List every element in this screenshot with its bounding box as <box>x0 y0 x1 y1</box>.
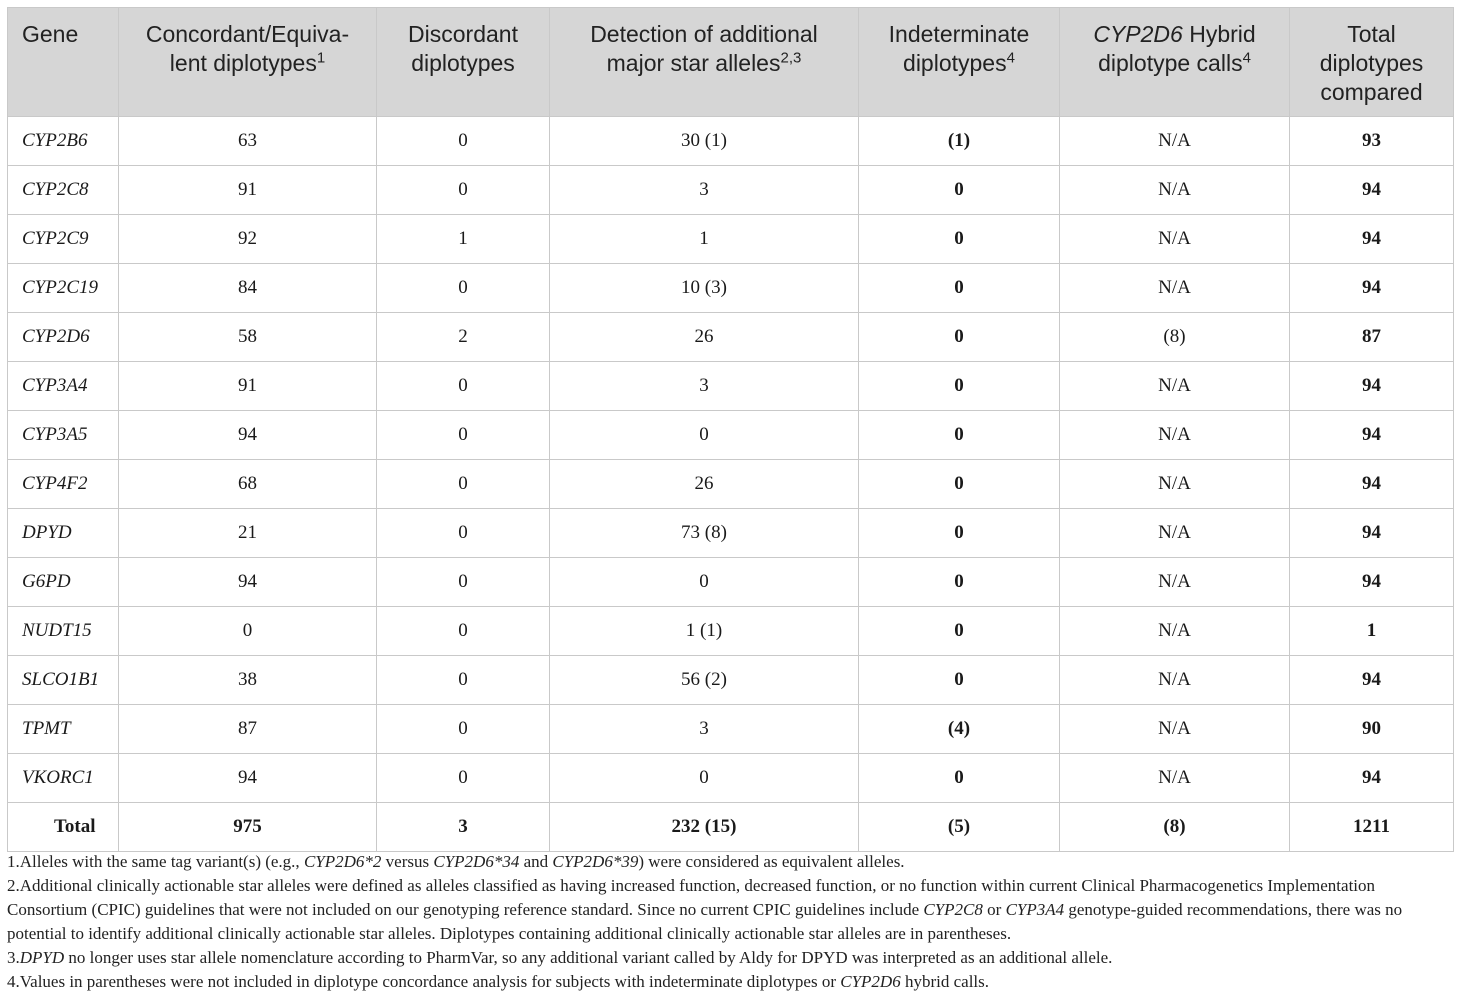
additional-cell: 1 <box>550 215 859 264</box>
header-additional-line2: major star alleles <box>606 50 781 76</box>
hybrid-cell: N/A <box>1060 754 1290 803</box>
total-cell: 1 <box>1290 607 1454 656</box>
header-concordant-line2: lent diplotypes <box>169 50 317 76</box>
gene-cell: TPMT <box>8 705 119 754</box>
footnotes <box>7 850 1453 994</box>
discordant-cell: 0 <box>377 166 550 215</box>
footnote-1-allele-34: CYP2D6*34 <box>433 852 520 871</box>
header-indeterminate-line2: diplotypes <box>903 50 1007 76</box>
header-indeterminate <box>859 8 1060 117</box>
discordant-cell: 0 <box>377 558 550 607</box>
gene-cell: CYP2B6 <box>8 117 119 166</box>
total-cell: 94 <box>1290 558 1454 607</box>
additional-cell: 0 <box>550 411 859 460</box>
header-discordant-line2: diplotypes <box>411 50 515 76</box>
total-cell: 90 <box>1290 705 1454 754</box>
concordant-cell: 87 <box>119 705 377 754</box>
concordant-cell: 84 <box>119 264 377 313</box>
total-cell: 94 <box>1290 411 1454 460</box>
hybrid-cell: N/A <box>1060 264 1290 313</box>
discordant-cell: 0 <box>377 460 550 509</box>
additional-cell: 1 (1) <box>550 607 859 656</box>
table-row <box>8 313 1454 362</box>
concordant-cell: 38 <box>119 656 377 705</box>
total-cell: 87 <box>1290 313 1454 362</box>
concordant-cell: 63 <box>119 117 377 166</box>
total-total-cell: 1211 <box>1290 803 1454 852</box>
hybrid-cell: N/A <box>1060 460 1290 509</box>
additional-cell: 26 <box>550 460 859 509</box>
footnote-3-text: 3. <box>7 948 20 967</box>
discordant-cell: 0 <box>377 362 550 411</box>
table-row <box>8 656 1454 705</box>
hybrid-cell: N/A <box>1060 362 1290 411</box>
discordant-cell: 0 <box>377 117 550 166</box>
total-indeterminate-cell: (5) <box>859 803 1060 852</box>
header-hybrid <box>1060 8 1290 117</box>
additional-cell: 26 <box>550 313 859 362</box>
concordant-cell: 68 <box>119 460 377 509</box>
hybrid-cell: N/A <box>1060 117 1290 166</box>
discordant-cell: 2 <box>377 313 550 362</box>
total-cell: 94 <box>1290 215 1454 264</box>
diplotype-concordance-table <box>7 7 1454 852</box>
indeterminate-cell: (4) <box>859 705 1060 754</box>
concordant-cell: 94 <box>119 558 377 607</box>
indeterminate-cell: 0 <box>859 362 1060 411</box>
footnote-4-text: 4.Values in parentheses were not included in diplotype concordance analysis for subjects with indeterminate diplotypes or <box>7 972 841 991</box>
footnote-2 <box>7 874 1453 946</box>
indeterminate-cell: 0 <box>859 264 1060 313</box>
footnote-1-allele-2: CYP2D6*2 <box>303 852 382 871</box>
header-hybrid-gene: CYP2D6 <box>1093 21 1183 47</box>
total-cell: 94 <box>1290 166 1454 215</box>
indeterminate-cell: 0 <box>859 460 1060 509</box>
concordant-cell: 91 <box>119 166 377 215</box>
indeterminate-cell: 0 <box>859 166 1060 215</box>
discordant-cell: 0 <box>377 411 550 460</box>
gene-cell: DPYD <box>8 509 119 558</box>
concordant-cell: 0 <box>119 607 377 656</box>
footnote-1-text: 1.Alleles with the same tag variant(s) (e.g., <box>7 852 304 871</box>
header-total-line2: diplotypes <box>1319 50 1424 76</box>
total-additional-cell: 232 (15) <box>550 803 859 852</box>
concordant-cell: 94 <box>119 411 377 460</box>
footnote-1-text: and <box>519 852 553 871</box>
total-cell: 94 <box>1290 460 1454 509</box>
gene-cell: CYP4F2 <box>8 460 119 509</box>
total-discordant-cell: 3 <box>377 803 550 852</box>
footnote-3-gene-dpyd: DPYD <box>19 948 65 967</box>
footnote-4 <box>7 970 1453 994</box>
discordant-cell: 0 <box>377 656 550 705</box>
total-label: Total <box>8 803 119 852</box>
indeterminate-cell: 0 <box>859 215 1060 264</box>
total-hybrid-cell: (8) <box>1060 803 1290 852</box>
discordant-cell: 0 <box>377 509 550 558</box>
additional-cell: 10 (3) <box>550 264 859 313</box>
footnote-3-text: no longer uses star allele nomenclature according to PharmVar, so any additional variant called by Aldy for DPYD was interpreted as an additional allele. <box>64 948 1113 967</box>
header-hybrid-line2: diplotype calls <box>1098 50 1243 76</box>
gene-cell: CYP3A5 <box>8 411 119 460</box>
gene-cell: SLCO1B1 <box>8 656 119 705</box>
indeterminate-cell: (1) <box>859 117 1060 166</box>
concordant-cell: 21 <box>119 509 377 558</box>
total-concordant-cell: 975 <box>119 803 377 852</box>
header-gene <box>8 8 119 117</box>
total-cell: 94 <box>1290 509 1454 558</box>
header-hybrid-line1: Hybrid <box>1182 21 1256 47</box>
header-discordant <box>377 8 550 117</box>
table-row <box>8 558 1454 607</box>
header-gene-label: Gene <box>22 21 79 47</box>
table-row <box>8 460 1454 509</box>
footnote-1-text: versus <box>381 852 434 871</box>
header-additional-line1: Detection of additional <box>590 21 818 47</box>
footnote-2-text: genotype-guided recommendations, there was no potential to identify additional clinically actionable star alleles. Diplotypes containing additional clinically actionable star alleles are in parentheses. <box>7 900 1403 943</box>
gene-cell: CYP2C8 <box>8 166 119 215</box>
table-body <box>8 117 1454 852</box>
header-row <box>8 8 1454 117</box>
header-total-line3: compared <box>1320 79 1423 105</box>
table-row <box>8 754 1454 803</box>
table-row <box>8 411 1454 460</box>
additional-cell: 3 <box>550 362 859 411</box>
hybrid-cell: N/A <box>1060 656 1290 705</box>
header-total <box>1290 8 1454 117</box>
gene-cell: CYP2D6 <box>8 313 119 362</box>
discordant-cell: 0 <box>377 264 550 313</box>
additional-cell: 56 (2) <box>550 656 859 705</box>
additional-cell: 0 <box>550 754 859 803</box>
discordant-cell: 1 <box>377 215 550 264</box>
table-row <box>8 215 1454 264</box>
footnote-2-gene-cyp3a4: CYP3A4 <box>1005 900 1065 919</box>
footnote-2-gene-cyp2c8: CYP2C8 <box>923 900 983 919</box>
total-cell: 94 <box>1290 264 1454 313</box>
indeterminate-cell: 0 <box>859 558 1060 607</box>
concordant-cell: 58 <box>119 313 377 362</box>
header-additional <box>550 8 859 117</box>
hybrid-cell: N/A <box>1060 411 1290 460</box>
hybrid-cell: N/A <box>1060 215 1290 264</box>
concordant-cell: 92 <box>119 215 377 264</box>
hybrid-cell: N/A <box>1060 166 1290 215</box>
hybrid-cell: N/A <box>1060 558 1290 607</box>
gene-cell: G6PD <box>8 558 119 607</box>
discordant-cell: 0 <box>377 607 550 656</box>
gene-cell: CYP2C9 <box>8 215 119 264</box>
indeterminate-cell: 0 <box>859 656 1060 705</box>
indeterminate-cell: 0 <box>859 509 1060 558</box>
gene-cell: CYP3A4 <box>8 362 119 411</box>
indeterminate-cell: 0 <box>859 607 1060 656</box>
footnote-4-gene-cyp2d6: CYP2D6 <box>840 972 901 991</box>
additional-cell: 30 (1) <box>550 117 859 166</box>
indeterminate-cell: 0 <box>859 313 1060 362</box>
additional-cell: 3 <box>550 166 859 215</box>
footnote-1-text: ) were considered as equivalent alleles. <box>638 852 905 871</box>
total-cell: 93 <box>1290 117 1454 166</box>
discordant-cell: 0 <box>377 705 550 754</box>
indeterminate-cell: 0 <box>859 754 1060 803</box>
gene-cell: NUDT15 <box>8 607 119 656</box>
concordant-cell: 91 <box>119 362 377 411</box>
footnote-ref-1: 1 <box>316 49 326 67</box>
table-row <box>8 166 1454 215</box>
total-cell: 94 <box>1290 656 1454 705</box>
header-concordant-line1: Concordant/Equiva- <box>145 21 350 47</box>
footnote-2-text: or <box>982 900 1006 919</box>
total-cell: 94 <box>1290 362 1454 411</box>
gene-cell: CYP2C19 <box>8 264 119 313</box>
additional-cell: 0 <box>550 558 859 607</box>
footnote-ref-4b: 4 <box>1242 49 1251 67</box>
header-discordant-line1: Discordant <box>408 21 518 47</box>
hybrid-cell: N/A <box>1060 705 1290 754</box>
table-row <box>8 607 1454 656</box>
hybrid-cell: (8) <box>1060 313 1290 362</box>
table-row <box>8 509 1454 558</box>
total-row <box>8 803 1454 852</box>
table-row <box>8 117 1454 166</box>
table-row <box>8 705 1454 754</box>
table-row <box>8 264 1454 313</box>
hybrid-cell: N/A <box>1060 509 1290 558</box>
footnote-2-text: 2.Additional clinically actionable star alleles were defined as alleles classified as having increased function, decreased function, or no function within current Clinical Pharmacogenetics Implementation Consortium (CPIC) guidelines that were not included on our genotyping reference standard. Since no current CPIC guidelines include <box>7 876 1376 919</box>
header-indeterminate-line1: Indeterminate <box>888 21 1030 47</box>
discordant-cell: 0 <box>377 754 550 803</box>
header-concordant <box>119 8 377 117</box>
additional-cell: 3 <box>550 705 859 754</box>
footnote-ref-4a: 4 <box>1006 49 1015 67</box>
table-header <box>8 8 1454 117</box>
footnote-1 <box>7 850 1453 874</box>
header-total-line1: Total <box>1347 21 1396 47</box>
indeterminate-cell: 0 <box>859 411 1060 460</box>
table-row <box>8 362 1454 411</box>
footnote-ref-2-3: 2,3 <box>780 49 802 67</box>
total-cell: 94 <box>1290 754 1454 803</box>
additional-cell: 73 (8) <box>550 509 859 558</box>
footnote-3 <box>7 946 1453 970</box>
gene-cell: VKORC1 <box>8 754 119 803</box>
concordant-cell: 94 <box>119 754 377 803</box>
footnote-4-text: hybrid calls. <box>900 972 990 991</box>
hybrid-cell: N/A <box>1060 607 1290 656</box>
footnote-1-allele-39: CYP2D6*39 <box>552 852 639 871</box>
